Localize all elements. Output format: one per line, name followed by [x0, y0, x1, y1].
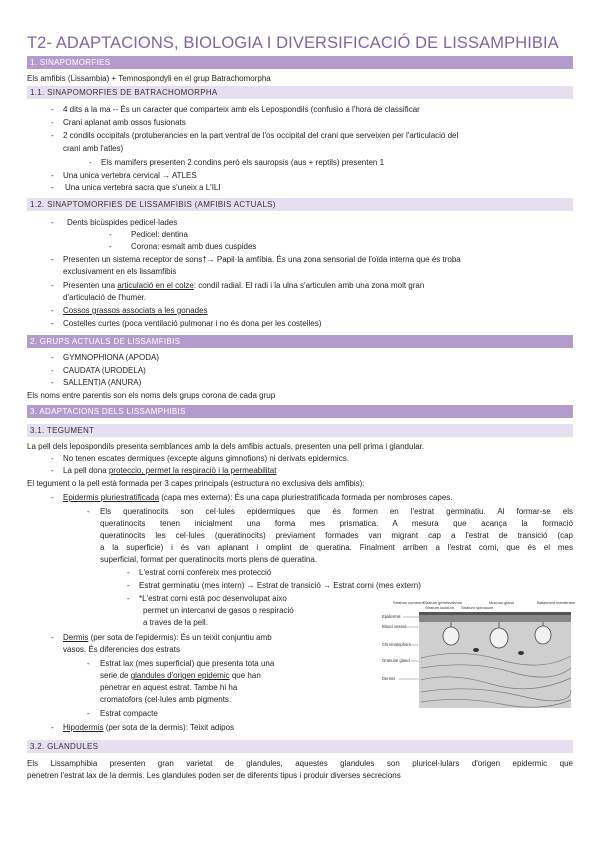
compact-layer: Estrat compacte	[100, 709, 158, 718]
section-1-heading: 1. SINAPOMORFIES	[27, 56, 573, 69]
bullet-dash: -	[51, 466, 54, 475]
s31-item	[63, 465, 276, 476]
bullet-dash: -	[51, 255, 54, 264]
bullet-dash: -	[87, 507, 90, 516]
s12-item: Presenten un sistema receptor de sons†→ Papil·la amfíbia. És una zona sensorial de l'oïda interna que és troba	[63, 255, 461, 264]
bullet-dash: -	[51, 171, 54, 180]
bullet-dash: -	[127, 568, 130, 577]
bullet-dash: -	[127, 594, 130, 603]
epidermis-item	[63, 492, 453, 503]
bullet-dash: -	[51, 378, 54, 387]
lax-line	[100, 670, 261, 681]
s31-item-underlined: proteccio, permet la respiració i la permeabilitat	[108, 466, 277, 475]
s31-paragraph: El tegument o la pell està formada per 3 capes principals (estructura no exclusiva dels amfibis):	[27, 479, 365, 488]
hypodermis-item	[63, 722, 234, 733]
s12-item-part: : condil radial. El radi i la ulna s'articulen amb una zona molt gran	[193, 281, 425, 290]
keratinocyte-subitem: permet un intercanvi de gasos o respiració	[143, 606, 294, 615]
stratum-corneum	[419, 612, 571, 615]
section-3-2-heading: 3.2. GLANDULES	[27, 740, 573, 753]
fig-label: Mucous gland	[489, 600, 514, 605]
s12-item-part: Presenten una	[63, 281, 116, 290]
s12-subitem: Pedicel: dentina	[131, 230, 188, 239]
fig-label: Chromatophore	[382, 642, 412, 647]
keratinocyte-line: queratinocits tenen inicialment una forma mes prismatica. A mesura que acança la formació	[100, 519, 573, 528]
gland	[443, 627, 459, 645]
bullet-dash: -	[51, 281, 54, 290]
s31-item-part: La pell dona	[63, 466, 109, 475]
s32-paragraph: Els Lissamphibia presenten gran varietat de glandules, aquestes glandules son pluricel·lulars d'origen epidermic que	[27, 759, 573, 768]
s11-item: Una unica vertebra cervical → ATLES	[63, 171, 197, 180]
fig-label: Stratum corneum	[393, 600, 424, 605]
fig-label: Granular gland	[382, 658, 410, 663]
bullet-dash: -	[51, 633, 54, 642]
s12-item: exclusivament en els lissamfibis	[63, 267, 177, 276]
page-title: T2- ADAPTACIONS, BIOLOGIA I DIVERSIFICACIÓ DE LISSAMPHIBIA	[27, 34, 559, 52]
gland	[490, 628, 508, 648]
keratinocyte-line: Els queratinocits son cel·lules epidermiques que és formen en l'estrat germinatiu. Al formar-se els	[100, 507, 573, 516]
bullet-dash: -	[51, 366, 54, 375]
lax-part: que han	[229, 671, 261, 680]
section-1-2-heading: 1.2. SINAPTOMORFIES DE LISSAMFIBIS (AMFIBIS ACTUALS)	[27, 198, 573, 211]
skin-diagram-figure	[381, 598, 576, 708]
s12-item: Cossos grassos associats a les gonades	[63, 306, 208, 315]
bullet-dash: -	[51, 118, 54, 127]
hypodermis-desc: (per sota de la dermis): Teixit adipos	[103, 723, 235, 732]
epidermis-desc: (capa mes externa): És una capa pluriestratificada formada per nombroses capes.	[159, 493, 453, 502]
lax-line: Estrat lax (mes superficial) que presenta tota una	[100, 659, 275, 668]
s32-paragraph: penetren l'estrat lax de la dermis. Les glandules poden ser de diferents tipus i produir diverses secrecions	[27, 771, 401, 780]
fig-label: Dermis	[382, 676, 396, 681]
bullet-dash: -	[51, 353, 54, 362]
fig-label: Basement membrane	[537, 600, 576, 605]
keratinocyte-line: superficial, format per queratinocits morts plens de queratina.	[100, 555, 317, 564]
bullet-dash: -	[87, 709, 90, 718]
bullet-dash: -	[51, 493, 54, 502]
s31-paragraph: La pell dels lepospondils presenta semblances amb la dels amfibis actuals, presenten una pell prima i glandular.	[27, 442, 425, 451]
fig-label: Stratum spinosum	[461, 605, 494, 610]
s12-item-underlined: articulació en el colze	[117, 281, 194, 290]
s31-item: No tenen escates dermiques (excepte alguns gimnofions) ni derivats epidermics.	[63, 454, 349, 463]
dermis-desc: (per sota de l'epidermis): És un teixit conjuntiu amb	[88, 633, 272, 642]
hypodermis-term: Hipodermis	[63, 723, 104, 732]
s2-note: Els noms entre parentis son els noms dels grups corona de cada grup	[27, 391, 276, 400]
section-1-1-heading: 1.1. SINAPOMORFIES DE BATRACHOMORPHA	[27, 86, 573, 99]
keratinocyte-subitem: *L'estrat corni està poc desenvolupat aixo	[139, 594, 287, 603]
s11-item: 4 dits a la ma -- És un caracter que comparteix amb els Lepospondils (confusio a l'hora de classificar	[63, 105, 420, 114]
s12-subitem: Corona: esmalt amb dues cuspides	[131, 242, 257, 251]
fig-label: Stratum germinativum	[423, 600, 463, 605]
bullet-dash: -	[51, 319, 54, 328]
lax-underlined: glandules d'origen epidemic	[130, 671, 230, 680]
s11-item: 2 condils occipitals (protuberancies en la part ventral de l'os occipital del crani que serveixen per l'articulació del	[63, 131, 459, 140]
keratinocyte-subitem: L'estrat corni confereix mes protecció	[139, 568, 272, 577]
keratinocyte-line: a la superficie) i és van aplanant i omplint de queratina. Finalment arriben a l'estrat corni, que és el mes	[100, 543, 573, 552]
s1-intro: Els amfibis (Lissambia) + Temnospondyli en el grup Batrachomorpha	[27, 74, 271, 83]
s11-subitem: Els mamifers presenten 2 condins però els sauropsis (aus + reptils) presenten 1	[101, 158, 385, 167]
keratinocyte-subitem: Estrat germinatiu (mes intern) → Estrat de transició → Estrat corni (mes extern)	[139, 581, 421, 590]
s11-item: Una unica vertebra sacra que s'uneix a L'ILI	[65, 183, 221, 192]
dermis-term: Dermis	[63, 633, 89, 642]
bullet-dash: -	[51, 131, 54, 140]
s2-item: CAUDATA (URODELA)	[63, 366, 146, 375]
section-3-heading: 3. ADAPTACIONS DELS LISSAMPHIBIS	[27, 405, 573, 418]
gland	[535, 626, 551, 644]
s11-item: Crani aplanat amb ossos fusionats	[63, 118, 186, 127]
bullet-dash: -	[51, 454, 54, 463]
s2-item: GYMNOPHIONA (APODA)	[63, 353, 160, 362]
bullet-dash: -	[109, 242, 112, 251]
chromatophore	[518, 651, 524, 655]
fig-label: Stratum lucidum	[425, 605, 454, 610]
bullet-dash: -	[51, 218, 54, 227]
fig-label: Blood vessel	[382, 624, 406, 629]
bullet-dash: -	[51, 105, 54, 114]
bullet-dash: -	[51, 306, 54, 315]
fig-label: Epidermis	[382, 614, 401, 619]
dermis-item	[63, 632, 272, 643]
keratinocyte-subitem: a traves de la pell.	[143, 618, 208, 627]
lax-line: cromatofors (cel·lules amb pigments.	[100, 695, 232, 704]
s11-item: crani amb l'atles)	[63, 144, 124, 153]
bullet-dash: -	[87, 659, 90, 668]
s12-item	[63, 280, 424, 291]
s12-item: d'articulació de l'humer.	[63, 293, 147, 302]
bullet-dash: -	[89, 158, 92, 167]
bullet-dash: -	[127, 581, 130, 590]
s2-item: SALLENTIA (ANURA)	[63, 378, 142, 387]
chromatophore	[473, 648, 479, 652]
bullet-dash: -	[109, 230, 112, 239]
dermis-item: vasos. És diferencies dos estrats	[63, 645, 180, 654]
lax-part: serie de	[100, 671, 131, 680]
section-2-heading: 2. GRUPS ACTUALS DE LISSAMFIBIS	[27, 335, 573, 348]
bullet-dash: -	[51, 183, 54, 192]
s12-item: Costelles curtes (poca ventilació pulmonar i no és dona per les costelles)	[63, 319, 322, 328]
keratinocyte-line: queratinocits les cel·lules (queratinocits) previament formades van migrant cap a l'estrat de transició (cap	[100, 531, 573, 540]
lax-line: penetrar en aquest estrat. Tambe hi ha	[100, 683, 238, 692]
epidermis-term: Epidermis pluriestratificada	[63, 493, 160, 502]
bullet-dash: -	[51, 723, 54, 732]
section-3-1-heading: 3.1. TEGUMENT	[27, 424, 573, 437]
s12-item: Dents bicúspides pedicel·lades	[67, 218, 178, 227]
